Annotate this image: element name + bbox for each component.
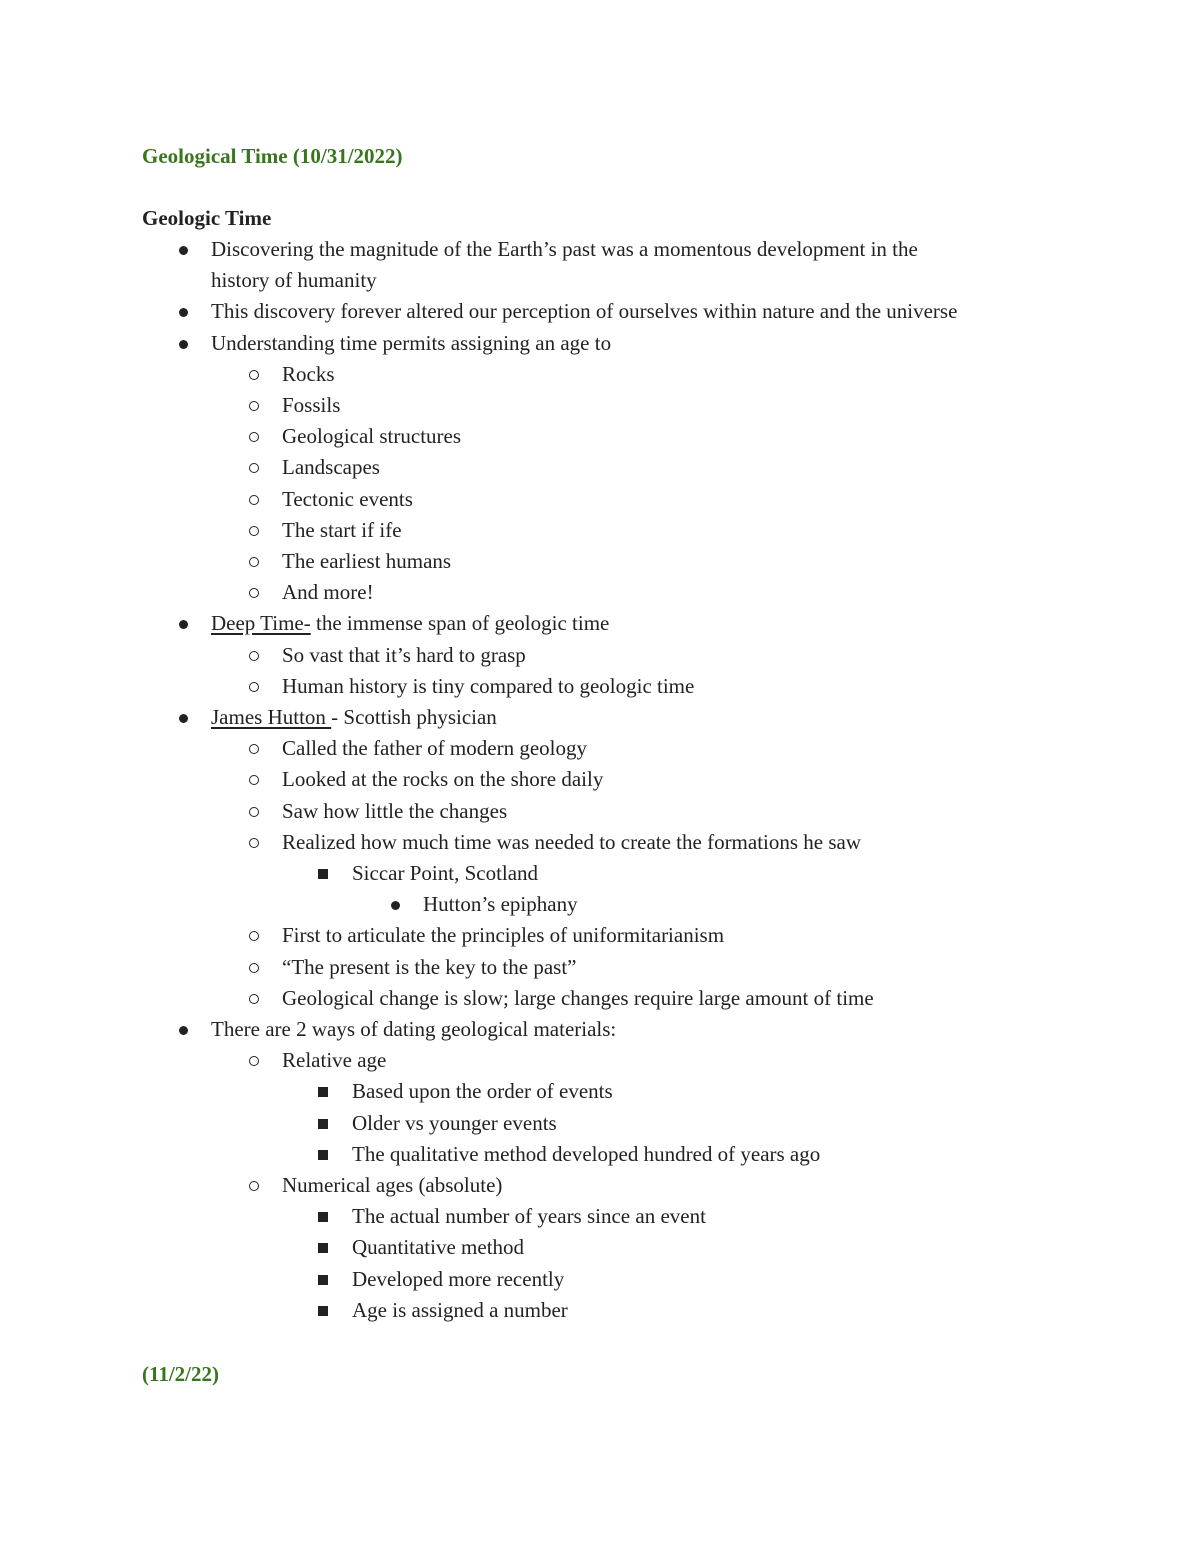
list-item-text: The qualitative method developed hundred of years ago <box>352 1142 821 1166</box>
list-item <box>352 1264 564 1295</box>
list-item <box>282 671 694 702</box>
bullet-circle-icon <box>249 526 259 536</box>
list-item <box>282 359 335 390</box>
list-item <box>211 328 611 359</box>
list-item-text: Developed more recently <box>352 1267 565 1291</box>
list-item-text: Saw how little the changes <box>282 799 508 823</box>
list-item <box>282 546 451 577</box>
list-item <box>352 1139 820 1170</box>
document-title: Geological Time (10/31/2022) <box>142 144 403 168</box>
list-item <box>282 983 874 1014</box>
list-item-text: Rocks <box>282 362 335 386</box>
list-item-text: the immense span of geologic time <box>310 611 610 635</box>
list-item <box>282 920 724 951</box>
bullet-circle-icon <box>249 432 259 442</box>
bullet-circle-icon <box>249 963 259 973</box>
list-item-text: history of humanity <box>211 268 377 292</box>
bullet-square-icon <box>318 1119 328 1129</box>
list-item <box>423 889 578 920</box>
list-item-text: There are 2 ways of dating geological materials: <box>211 1017 617 1041</box>
list-item-text: Geological change is slow; large changes require large amount of time <box>282 986 874 1010</box>
bullet-dot-icon <box>179 246 188 255</box>
list-item-text: So vast that it’s hard to grasp <box>282 643 526 667</box>
list-item <box>352 1232 524 1263</box>
bullet-circle-icon <box>249 1181 259 1191</box>
bullet-dot-icon <box>391 901 400 910</box>
term-label: Deep Time- <box>211 611 311 635</box>
bullet-circle-icon <box>249 495 259 505</box>
list-item <box>282 515 402 546</box>
bullet-square-icon <box>318 1150 328 1160</box>
bullet-circle-icon <box>249 838 259 848</box>
list-item-text: Numerical ages (absolute) <box>282 1173 503 1197</box>
list-item-text: - Scottish physician <box>331 705 497 729</box>
list-item <box>282 1170 502 1201</box>
bullet-circle-icon <box>249 401 259 411</box>
list-item-text: Geological structures <box>282 424 462 448</box>
bullet-circle-icon <box>249 807 259 817</box>
list-item <box>282 796 507 827</box>
bullet-circle-icon <box>249 557 259 567</box>
list-item <box>282 1045 386 1076</box>
bullet-square-icon <box>318 869 328 879</box>
list-item-text: The earliest humans <box>282 549 452 573</box>
list-item <box>211 702 497 733</box>
list-item-text: Looked at the rocks on the shore daily <box>282 767 604 791</box>
list-item <box>282 640 526 671</box>
list-item-text: The start if ife <box>282 518 402 542</box>
bullet-circle-icon <box>249 994 259 1004</box>
bullet-circle-icon <box>249 463 259 473</box>
bullet-square-icon <box>318 1087 328 1097</box>
list-item <box>352 1076 613 1107</box>
bullet-circle-icon <box>249 588 259 598</box>
list-item-text: Fossils <box>282 393 341 417</box>
list-item-text: Based upon the order of events <box>352 1079 613 1103</box>
list-item-text: Human history is tiny compared to geologic time <box>282 674 695 698</box>
bullet-square-icon <box>318 1306 328 1316</box>
list-item <box>211 265 377 296</box>
list-item-text: “The present is the key to the past” <box>282 955 577 979</box>
list-item <box>282 577 374 608</box>
bullet-dot-icon <box>179 340 188 349</box>
list-item <box>352 858 538 889</box>
bullet-square-icon <box>318 1275 328 1285</box>
list-item <box>282 952 576 983</box>
bullet-dot-icon <box>179 1026 188 1035</box>
list-item-text: Landscapes <box>282 455 380 479</box>
list-item-text: First to articulate the principles of uniformitarianism <box>282 923 725 947</box>
list-item <box>282 421 461 452</box>
list-item <box>211 608 609 639</box>
term-label: James Hutton <box>211 705 332 729</box>
list-item-text: Understanding time permits assigning an age to <box>211 331 612 355</box>
section-heading: Geologic Time <box>142 206 272 230</box>
list-item <box>352 1108 557 1139</box>
list-item <box>352 1201 706 1232</box>
list-item-text: Relative age <box>282 1048 387 1072</box>
list-item-text: Age is assigned a number <box>352 1298 568 1322</box>
bullet-circle-icon <box>249 651 259 661</box>
bullet-square-icon <box>318 1212 328 1222</box>
list-item-text: This discovery forever altered our perception of ourselves within nature and the universe <box>211 299 958 323</box>
list-item <box>282 484 413 515</box>
list-item <box>211 1014 616 1045</box>
bullet-circle-icon <box>249 682 259 692</box>
list-item-text: Discovering the magnitude of the Earth’s past was a momentous development in the <box>211 237 918 261</box>
list-item-text: Siccar Point, Scotland <box>352 861 539 885</box>
list-item-text: Realized how much time was needed to create the formations he saw <box>282 830 862 854</box>
list-item-text: Tectonic events <box>282 487 413 511</box>
list-item-text: Quantitative method <box>352 1235 525 1259</box>
bullet-square-icon <box>318 1243 328 1253</box>
list-item-text: And more! <box>282 580 374 604</box>
bullet-dot-icon <box>179 714 188 723</box>
list-item <box>282 390 340 421</box>
list-item <box>282 733 587 764</box>
bullet-dot-icon <box>179 308 188 317</box>
bullet-circle-icon <box>249 775 259 785</box>
bullet-circle-icon <box>249 1056 259 1066</box>
list-item-text: Hutton’s epiphany <box>423 892 578 916</box>
list-item <box>211 234 918 265</box>
list-item-text: Older vs younger events <box>352 1111 557 1135</box>
bullet-dot-icon <box>179 620 188 629</box>
bullet-circle-icon <box>249 744 259 754</box>
list-item <box>282 452 380 483</box>
list-item <box>211 296 957 327</box>
list-item <box>282 827 861 858</box>
next-date-heading: (11/2/22) <box>142 1362 219 1386</box>
list-item-text: Called the father of modern geology <box>282 736 587 760</box>
list-item <box>352 1295 568 1326</box>
bullet-circle-icon <box>249 931 259 941</box>
list-item-text: The actual number of years since an event <box>352 1204 706 1228</box>
bullet-circle-icon <box>249 370 259 380</box>
list-item <box>282 764 603 795</box>
